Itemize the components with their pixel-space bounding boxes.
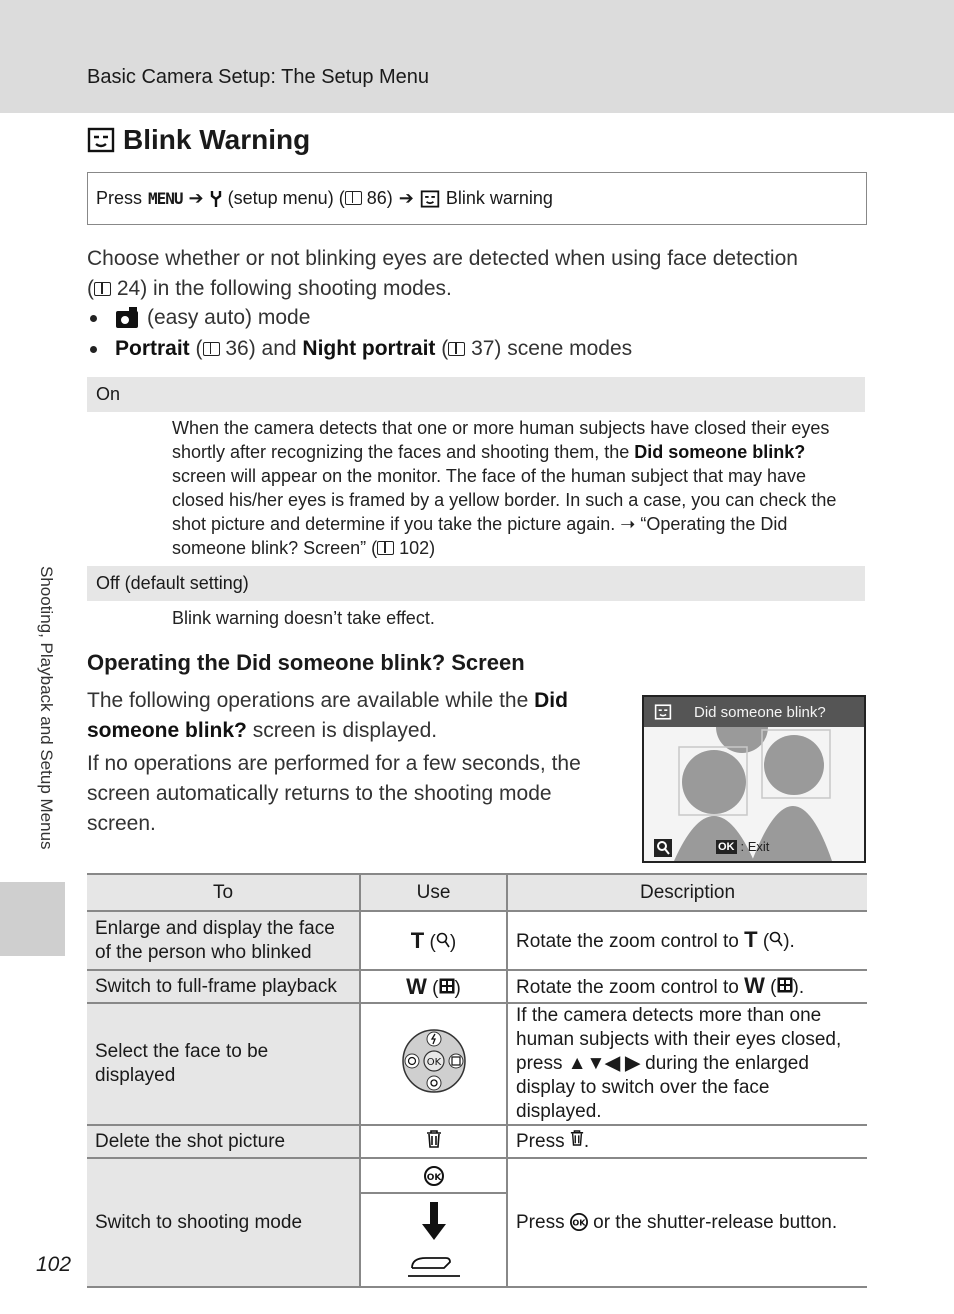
- side-label: Shooting, Playback and Setup Menus: [37, 566, 56, 850]
- row-to: Select the face to be displayed: [87, 1003, 360, 1125]
- desc-part: If the camera detects more than one human subjects with their eyes closed, press: [516, 1005, 842, 1074]
- desc-part: Rotate the zoom control to: [516, 976, 745, 998]
- menu-path: [87, 172, 867, 225]
- row-use: T ( ): [360, 911, 507, 970]
- menu-setup: (setup menu) (: [227, 188, 345, 208]
- delete-icon: [426, 1129, 442, 1149]
- row-use: [360, 1158, 507, 1287]
- delete-icon: [570, 1129, 584, 1147]
- intro-line-1: Choose whether or not blinking eyes are detected when using face detection: [87, 247, 798, 270]
- row-desc: [507, 1003, 867, 1125]
- row-to: Switch to shooting mode: [87, 1158, 360, 1287]
- row-to: Delete the shot picture: [87, 1125, 360, 1158]
- row-to: Enlarge and display the face of the person who blinked: [87, 911, 360, 970]
- row-desc: Rotate the zoom control to W ( ).: [507, 970, 867, 1003]
- desc-part: Rotate the zoom control to: [516, 930, 745, 952]
- p1-bold: Did someone blink?: [87, 689, 568, 742]
- table-row: [87, 911, 867, 970]
- ok-icon: OK: [718, 840, 735, 853]
- bullet-easy-auto-text: (easy auto) mode: [147, 306, 311, 329]
- desc-part: or the shutter-release button.: [587, 1211, 838, 1233]
- bullet-dot: [90, 346, 97, 353]
- intro-paragraph: Choose whether or not blinking eyes are detected when using face detection ( 24) in the following shooting modes.: [87, 244, 847, 304]
- multi-selector-icon: [401, 1028, 467, 1094]
- menu-press: Press: [96, 188, 143, 208]
- desc-part: during the enlarged display to switch over the face displayed.: [516, 1053, 809, 1122]
- row-to: Switch to full-frame playback: [87, 970, 360, 1003]
- p1-part: The following operations are available while the: [87, 689, 535, 712]
- zoom-wide-key: W: [406, 973, 427, 999]
- desc-key: T: [744, 926, 758, 952]
- row-use: [360, 1003, 507, 1125]
- portrait-label: Portrait: [115, 337, 190, 360]
- night-portrait-ref: 37) scene modes: [465, 337, 633, 360]
- menu-target: Blink warning: [445, 188, 553, 208]
- option-on-header: On: [87, 377, 865, 412]
- shutter-cell: [361, 1194, 506, 1286]
- page-header: [0, 0, 954, 113]
- desc-part: Press: [516, 1131, 570, 1152]
- ok-button-icon: [570, 1213, 588, 1231]
- page-title: [87, 124, 310, 156]
- svg-text:OK: OK: [572, 1217, 586, 1228]
- table-row: [87, 1003, 867, 1125]
- operations-table: [87, 873, 867, 1288]
- menu-key: MENU: [148, 189, 183, 208]
- bullet-easy-auto: [87, 306, 310, 330]
- on-desc-part: screen will appear on the monitor. The face of the human subject that may have closed his/her eyes is framed by a yellow border. In such a case, you can check the shot picture and determine if you take the picture again. ➝ “Operating the Did someone blink? Screen” (: [172, 466, 837, 558]
- row-use: [360, 1125, 507, 1158]
- on-desc-part: When the camera detects that one or more human subjects have closed their eyes shortly after recognizing the faces and shooting them, the: [172, 418, 830, 462]
- direction-keys: ▲▼◀ ▶: [567, 1053, 640, 1074]
- bullet-dot: [90, 315, 97, 322]
- blink-warning-icon-lcd: [654, 704, 672, 720]
- lcd-title: Did someone blink?: [694, 703, 826, 721]
- night-portrait-label: Night portrait: [302, 337, 436, 360]
- intro-line-2: 24) in the following shooting modes.: [111, 277, 452, 300]
- arrow-icon: ➔: [188, 188, 204, 208]
- side-tab: [0, 882, 65, 956]
- book-icon: [203, 342, 220, 356]
- desc-part: Press: [516, 1211, 570, 1233]
- book-icon: [94, 282, 111, 296]
- desc-part: ).: [783, 930, 795, 952]
- operating-paragraph-1: [87, 686, 607, 746]
- arrow-icon-2: ➔: [398, 188, 414, 208]
- row-use: W ( ): [360, 970, 507, 1003]
- table-row: [87, 1158, 867, 1287]
- operating-paragraph-2: If no operations are performed for a few seconds, the screen automatically returns to the shooting mode screen.: [87, 752, 581, 835]
- portrait-ref: 36) and: [219, 337, 303, 360]
- svg-text:OK: OK: [426, 1172, 441, 1183]
- desc-key: W: [744, 972, 765, 998]
- lcd-title-bar: [644, 697, 864, 727]
- menu-setup-ref: 86): [361, 188, 393, 208]
- book-icon: [377, 541, 394, 555]
- zoom-tele-key: T: [410, 927, 425, 953]
- zoom-icon: [654, 839, 672, 857]
- bullet-portrait: Portrait ( 36) and Night portrait ( 37) scene modes: [87, 337, 632, 361]
- on-desc-bold: Did someone blink?: [634, 442, 806, 462]
- table-header-row: [87, 874, 867, 911]
- thumbnail-icon: [777, 977, 793, 993]
- svg-text:OK: OK: [426, 1057, 441, 1068]
- option-on-description: [172, 416, 862, 560]
- book-icon: [448, 342, 465, 356]
- magnify-icon: [769, 931, 783, 947]
- option-off-header: Off (default setting): [87, 566, 865, 601]
- blink-warning-icon-small: [420, 190, 440, 208]
- page-number: 102: [36, 1253, 72, 1276]
- ok-button-icon: [424, 1166, 444, 1186]
- lcd-screen-illustration: [642, 695, 866, 863]
- desc-part: ).: [792, 976, 805, 998]
- col-header-use: Use: [360, 874, 507, 911]
- lcd-exit-text: : Exit: [740, 839, 770, 854]
- thumbnail-icon: [439, 978, 455, 994]
- on-desc-ref: 102): [394, 538, 436, 558]
- section-title: Basic Camera Setup: The Setup Menu: [87, 66, 430, 88]
- magnify-icon: [436, 932, 450, 948]
- book-icon: [345, 191, 362, 205]
- col-header-to: To: [87, 874, 360, 911]
- lcd-exit: [716, 839, 769, 854]
- desc-part: .: [583, 1131, 590, 1152]
- p1-part: screen is displayed.: [246, 719, 438, 742]
- easy-auto-icon: [115, 307, 139, 329]
- wrench-icon: [210, 190, 222, 208]
- ok-button-cell: [361, 1159, 506, 1194]
- option-off-description: Blink warning doesn’t take effect.: [172, 608, 435, 628]
- table-row: [87, 970, 867, 1003]
- col-header-description: Description: [507, 874, 867, 911]
- row-desc: Rotate the zoom control to T ( ).: [507, 911, 867, 970]
- page-title-text: Blink Warning: [123, 124, 311, 155]
- row-desc: [507, 1125, 867, 1158]
- shutter-release-icon: [404, 1198, 464, 1282]
- blink-warning-icon: [87, 127, 115, 153]
- row-desc: [507, 1158, 867, 1287]
- table-row: [87, 1125, 867, 1158]
- operating-heading: Operating the Did someone blink? Screen: [87, 650, 525, 675]
